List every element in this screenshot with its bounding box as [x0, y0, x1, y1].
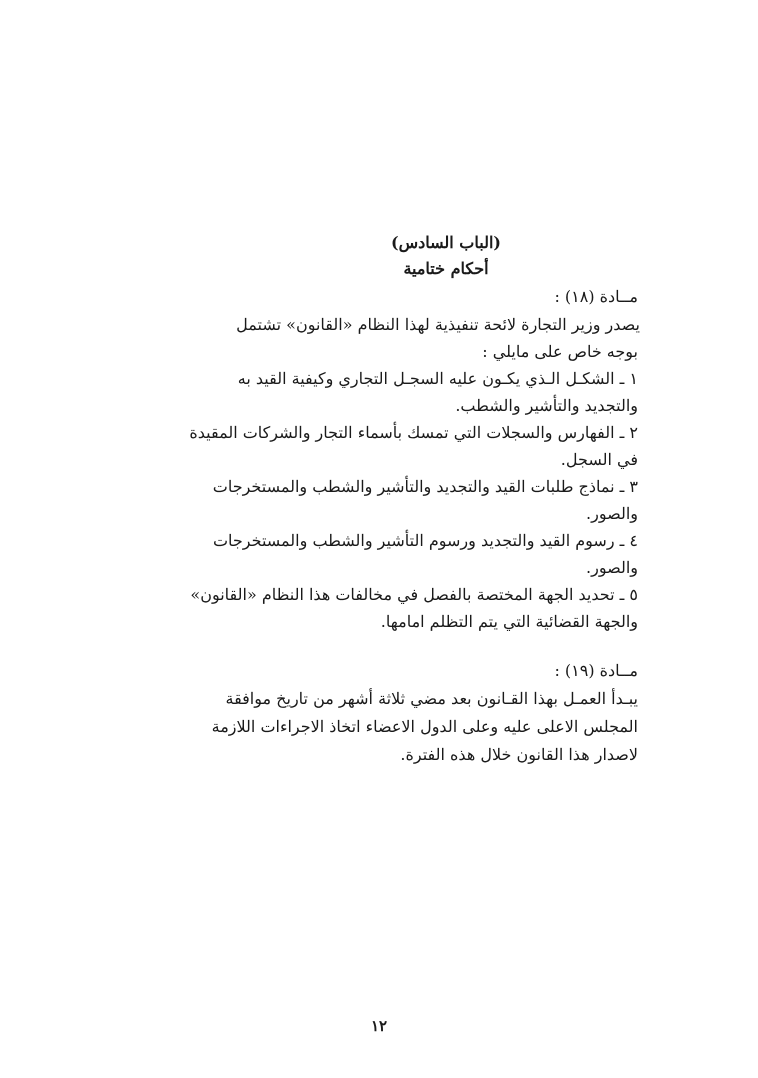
article-18-line-4: والتجديد والتأشير والشطب.: [455, 396, 638, 415]
article-18-line-3: ١ ـ الشكـل الـذي يكـون عليه السجـل التجاري وكيفية القيد به: [237, 369, 638, 388]
article-18-label: مــادة (١٨) :: [554, 287, 638, 306]
article-18-line-7: ٣ ـ نماذج طلبات القيد والتجديد والتأشير والشطب والمستخرجات: [212, 477, 638, 496]
article-18-line-6: في السجل.: [560, 450, 638, 469]
article-19-label: مــادة (١٩) :: [554, 661, 638, 680]
article-19-line-3: لاصدار هذا القانون خلال هذه الفترة.: [400, 745, 638, 764]
article-18-line-8: والصور.: [586, 504, 638, 523]
article-19-line-2: المجلس الاعلى عليه وعلى الدول الاعضاء اتخاذ الاجراءات اللازمة: [211, 717, 638, 736]
article-18-line-11: ٥ ـ تحديد الجهة المختصة بالفصل في مخالفات هذا النظام «القانون»: [190, 585, 638, 604]
chapter-subtitle: أحكام ختامية: [403, 259, 489, 278]
article-18-line-10: والصور.: [586, 558, 638, 577]
article-19-line-1: يبـدأ العمـل بهذا القـانون بعد مضي ثلاثة أشهر من تاريخ موافقة: [225, 689, 638, 708]
article-18-line-5: ٢ ـ الفهارس والسجلات التي تمسك بأسماء التجار والشركات المقيدة: [189, 423, 638, 442]
article-18-line-9: ٤ ـ رسوم القيد والتجديد ورسوم التأشير والشطب والمستخرجات: [212, 531, 638, 550]
article-18-line-2: بوجه خاص على مايلي :: [482, 342, 638, 361]
page-number: ١٢: [370, 1017, 388, 1035]
article-18-line-1: يصدر وزير التجارة لائحة تنفيذية لهذا النظام «القانون» تشتمل: [236, 315, 640, 334]
article-18-line-12: والجهة القضائية التي يتم التظلم امامها.: [380, 612, 638, 631]
chapter-title: (الباب السادس): [391, 233, 501, 252]
